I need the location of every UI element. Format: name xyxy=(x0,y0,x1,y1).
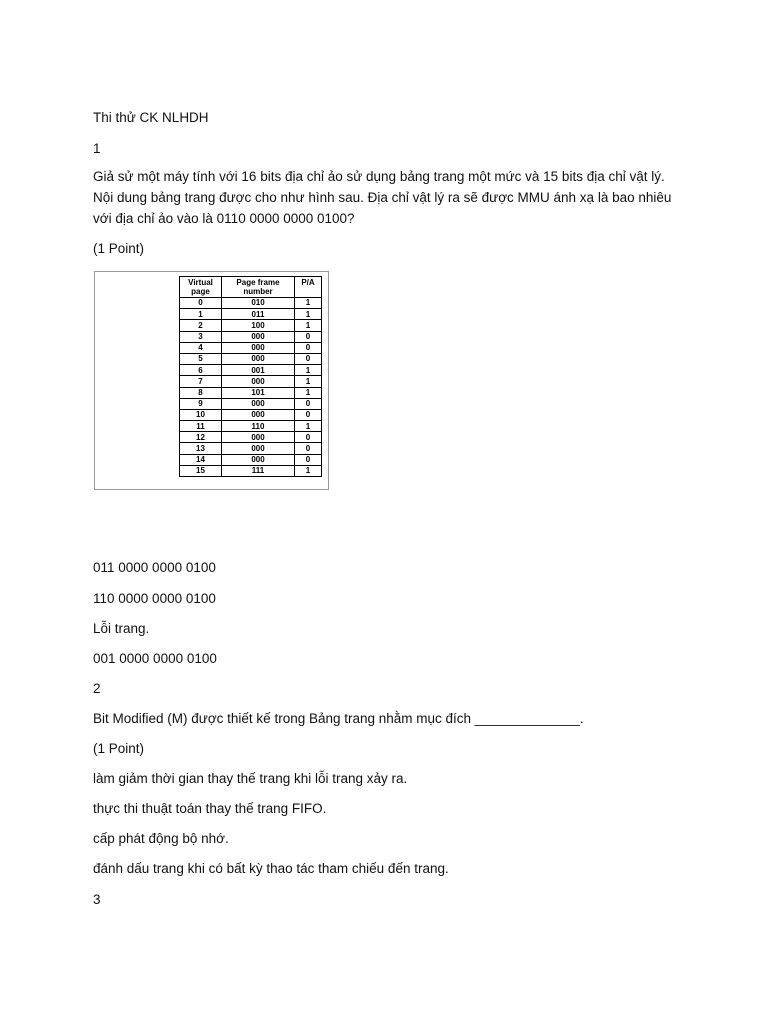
cell-page-frame-number: 000 xyxy=(222,353,295,364)
cell-virtual-page: 7 xyxy=(180,376,222,387)
cell-virtual-page: 12 xyxy=(180,432,222,443)
cell-virtual-page: 6 xyxy=(180,365,222,376)
cell-page-frame-number: 111 xyxy=(222,465,295,476)
page-table-row xyxy=(180,454,322,465)
header-virtual-page: Virtual page xyxy=(180,277,222,298)
cell-present-absent: 1 xyxy=(295,387,322,398)
cell-present-absent: 1 xyxy=(295,309,322,320)
cell-page-frame-number: 101 xyxy=(222,387,295,398)
cell-page-frame-number: 000 xyxy=(222,376,295,387)
page-table-row xyxy=(180,387,322,398)
page-table-row xyxy=(180,365,322,376)
cell-virtual-page: 2 xyxy=(180,320,222,331)
cell-present-absent: 0 xyxy=(295,454,322,465)
cell-present-absent: 1 xyxy=(295,465,322,476)
cell-virtual-page: 10 xyxy=(180,409,222,420)
cell-virtual-page: 5 xyxy=(180,353,222,364)
cell-present-absent: 1 xyxy=(295,320,322,331)
page-table-row xyxy=(180,342,322,353)
question-2-option-c[interactable]: cấp phát động bộ nhớ. xyxy=(93,831,229,846)
page-table-row xyxy=(180,465,322,476)
cell-virtual-page: 3 xyxy=(180,331,222,342)
cell-present-absent: 1 xyxy=(295,376,322,387)
header-present-absent: P/A xyxy=(295,277,322,298)
header-page-frame-number: Page frame number xyxy=(222,277,295,298)
cell-present-absent: 0 xyxy=(295,331,322,342)
cell-virtual-page: 1 xyxy=(180,309,222,320)
cell-present-absent: 1 xyxy=(295,298,322,309)
page-table-figure xyxy=(94,271,329,490)
page-table-row xyxy=(180,421,322,432)
cell-present-absent: 0 xyxy=(295,409,322,420)
page-table-header-row xyxy=(180,277,322,298)
cell-virtual-page: 13 xyxy=(180,443,222,454)
page-table-row xyxy=(180,298,322,309)
cell-page-frame-number: 100 xyxy=(222,320,295,331)
cell-virtual-page: 9 xyxy=(180,398,222,409)
page-table-row xyxy=(180,309,322,320)
question-2-option-d[interactable]: đánh dấu trang khi có bất kỳ thao tác tham chiếu đến trang. xyxy=(93,861,449,876)
cell-page-frame-number: 010 xyxy=(222,298,295,309)
cell-page-frame-number: 000 xyxy=(222,409,295,420)
question-3-number: 3 xyxy=(93,892,101,907)
cell-page-frame-number: 000 xyxy=(222,331,295,342)
question-1-option-a[interactable]: 011 0000 0000 0100 xyxy=(93,560,216,575)
question-1-text: Giả sử một máy tính với 16 bits địa chỉ ảo sử dụng bảng trang một mức và 15 bits địa chỉ vật lý. Nội dung bảng trang được cho như hình sau. Địa chỉ vật lý ra sẽ được MMU ánh xạ là bao nhiêu với địa chỉ ảo vào là 0110 0000 0000 0100? xyxy=(93,169,672,226)
cell-page-frame-number: 000 xyxy=(222,432,295,443)
cell-page-frame-number: 001 xyxy=(222,365,295,376)
cell-present-absent: 1 xyxy=(295,365,322,376)
cell-present-absent: 1 xyxy=(295,421,322,432)
question-1-option-b[interactable]: 110 0000 0000 0100 xyxy=(93,591,216,606)
question-1-option-c[interactable]: Lỗi trang. xyxy=(93,621,150,636)
page-table-row xyxy=(180,432,322,443)
cell-page-frame-number: 000 xyxy=(222,398,295,409)
cell-page-frame-number: 011 xyxy=(222,309,295,320)
cell-virtual-page: 14 xyxy=(180,454,222,465)
page-table-row xyxy=(180,409,322,420)
page-table-row xyxy=(180,376,322,387)
cell-virtual-page: 15 xyxy=(180,465,222,476)
cell-page-frame-number: 000 xyxy=(222,342,295,353)
question-2-points: (1 Point) xyxy=(93,741,145,756)
cell-page-frame-number: 000 xyxy=(222,443,295,454)
question-1-option-d[interactable]: 001 0000 0000 0100 xyxy=(93,651,217,666)
question-2-text: Bit Modified (M) được thiết kế trong Bảng trang nhằm mục đích ______________. xyxy=(93,711,584,726)
page-table-row xyxy=(180,443,322,454)
cell-present-absent: 0 xyxy=(295,443,322,454)
page-table-row xyxy=(180,398,322,409)
cell-page-frame-number: 000 xyxy=(222,454,295,465)
cell-virtual-page: 8 xyxy=(180,387,222,398)
question-2-option-b[interactable]: thực thi thuật toán thay thế trang FIFO. xyxy=(93,801,327,816)
page-table-row xyxy=(180,320,322,331)
question-1-number: 1 xyxy=(93,141,101,156)
document-title: Thi thử CK NLHDH xyxy=(93,110,209,125)
cell-virtual-page: 4 xyxy=(180,342,222,353)
cell-virtual-page: 0 xyxy=(180,298,222,309)
cell-page-frame-number: 110 xyxy=(222,421,295,432)
cell-present-absent: 0 xyxy=(295,342,322,353)
cell-present-absent: 0 xyxy=(295,432,322,443)
question-2-number: 2 xyxy=(93,681,101,696)
page-table xyxy=(179,276,322,477)
page-table-row xyxy=(180,353,322,364)
question-2-option-a[interactable]: làm giảm thời gian thay thế trang khi lỗi trang xảy ra. xyxy=(93,771,408,786)
cell-virtual-page: 11 xyxy=(180,421,222,432)
cell-present-absent: 0 xyxy=(295,398,322,409)
cell-present-absent: 0 xyxy=(295,353,322,364)
page-table-row xyxy=(180,331,322,342)
question-1-points: (1 Point) xyxy=(93,241,145,256)
